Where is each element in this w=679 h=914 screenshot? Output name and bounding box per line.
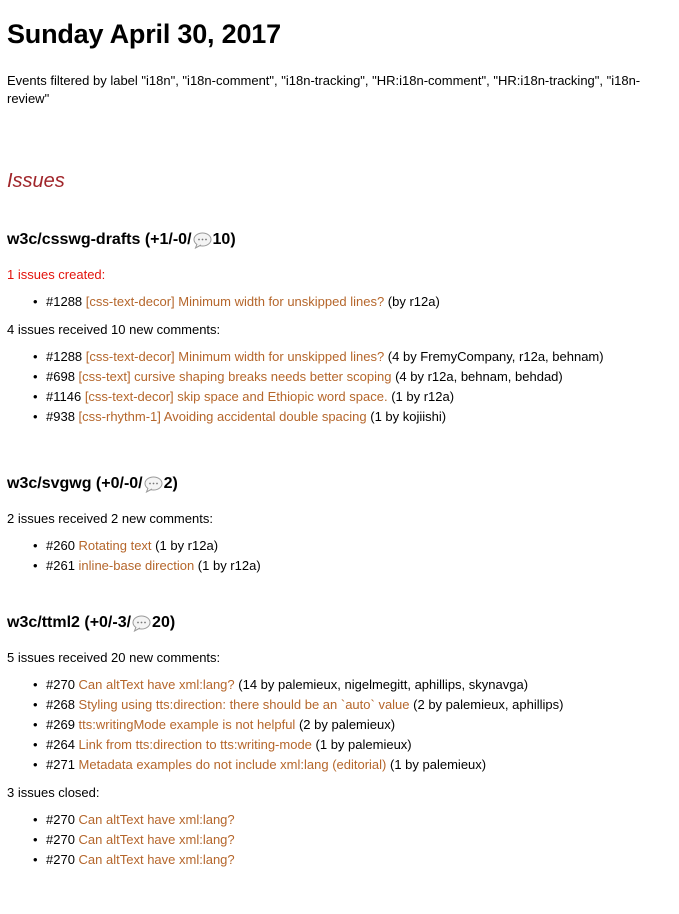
issue-number: #938	[46, 409, 75, 424]
issue-link[interactable]: inline-base direction	[78, 558, 195, 573]
comment-count: 2)	[163, 475, 178, 492]
list-item	[46, 830, 671, 850]
repo-ttml2	[7, 613, 671, 870]
issue-link[interactable]: [css-text] cursive shaping breaks needs better scoping	[78, 369, 392, 384]
issue-link[interactable]: Can altText have xml:lang?	[78, 677, 235, 692]
commented-issues-list	[7, 347, 671, 427]
issues-created-label: 1 issues created:	[7, 267, 106, 282]
issue-meta: (1 by r12a)	[155, 538, 219, 553]
issue-meta: (4 by FremyCompany, r12a, behnam)	[387, 349, 604, 364]
issue-meta: (4 by r12a, behnam, behdad)	[395, 369, 563, 384]
issue-meta: (1 by palemieux)	[315, 737, 412, 752]
commented-issues-list	[7, 536, 671, 576]
issue-link[interactable]: Link from tts:direction to tts:writing-mode	[78, 737, 312, 752]
issue-number: #260	[46, 538, 75, 553]
issue-number: #270	[46, 677, 75, 692]
issue-number: #270	[46, 832, 75, 847]
issue-number: #1288	[46, 294, 83, 309]
issue-number: #270	[46, 852, 75, 867]
issue-number: #268	[46, 697, 75, 712]
speech-bubble-icon	[193, 232, 212, 249]
comments-label: 4 issues received 10 new comments:	[7, 322, 221, 337]
issue-meta: (by r12a)	[387, 294, 440, 309]
list-item	[46, 347, 671, 367]
issue-meta: (14 by palemieux, nigelmegitt, aphillips, skynavga)	[238, 677, 529, 692]
speech-bubble-icon	[132, 615, 151, 632]
issue-meta: (1 by r12a)	[197, 558, 261, 573]
page-title: Sunday April 30, 2017	[7, 19, 281, 49]
list-item	[46, 755, 671, 775]
issue-number: #264	[46, 737, 75, 752]
issue-meta: (1 by kojiishi)	[370, 409, 447, 424]
list-item	[46, 735, 671, 755]
issue-meta: (1 by r12a)	[391, 389, 455, 404]
issue-number: #1288	[46, 349, 83, 364]
list-item	[46, 695, 671, 715]
issue-link[interactable]: Styling using tts:direction: there should be an `auto` value	[78, 697, 410, 712]
repo-svgwg	[7, 474, 671, 576]
issue-link[interactable]: Rotating text	[78, 538, 152, 553]
repo-heading	[7, 474, 671, 494]
comment-count: 20)	[152, 614, 176, 631]
issue-link[interactable]: [css-text-decor] Minimum width for unskipped lines?	[85, 294, 385, 309]
list-item	[46, 387, 671, 407]
comments-label: 2 issues received 2 new comments:	[7, 511, 213, 526]
list-item	[46, 556, 671, 576]
issue-link[interactable]: Can altText have xml:lang?	[78, 832, 235, 847]
issue-number: #269	[46, 717, 75, 732]
issue-link[interactable]: Can altText have xml:lang?	[78, 812, 235, 827]
issues-closed-label: 3 issues closed:	[7, 785, 100, 800]
issue-link[interactable]: [css-text-decor] skip space and Ethiopic word space.	[84, 389, 388, 404]
repo-name: w3c/ttml2 (+0/-3/	[7, 614, 132, 631]
list-item	[46, 675, 671, 695]
issue-number: #261	[46, 558, 75, 573]
comment-count: 10)	[212, 231, 236, 248]
comments-label: 5 issues received 20 new comments:	[7, 650, 221, 665]
repo-heading	[7, 613, 671, 633]
issue-meta: (2 by palemieux)	[298, 717, 396, 732]
filter-description: Events filtered by label "i18n", "i18n-comment", "i18n-tracking", "HR:i18n-comment", "HR:i18n-tracking", "i18n-review"	[7, 73, 641, 106]
list-item	[46, 292, 671, 312]
speech-bubble-icon	[144, 476, 163, 493]
issue-link[interactable]: [css-rhythm-1] Avoiding accidental double spacing	[78, 409, 367, 424]
list-item	[46, 367, 671, 387]
repo-csswg-drafts	[7, 230, 671, 427]
repo-heading	[7, 230, 671, 250]
list-item	[46, 715, 671, 735]
repo-name: w3c/svgwg (+0/-0/	[7, 475, 143, 492]
section-title-issues: Issues	[7, 170, 65, 192]
issue-link[interactable]: [css-text-decor] Minimum width for unskipped lines?	[85, 349, 385, 364]
list-item	[46, 810, 671, 830]
created-issues-list	[7, 292, 671, 312]
issue-meta: (1 by palemieux)	[390, 757, 487, 772]
commented-issues-list	[7, 675, 671, 775]
issue-link[interactable]: Can altText have xml:lang?	[78, 852, 235, 867]
issue-number: #1146	[46, 389, 82, 404]
issue-number: #270	[46, 812, 75, 827]
list-item	[46, 407, 671, 427]
list-item	[46, 850, 671, 870]
closed-issues-list	[7, 810, 671, 870]
repo-name: w3c/csswg-drafts (+1/-0/	[7, 231, 192, 248]
issue-number: #271	[46, 757, 75, 772]
issue-meta: (2 by palemieux, aphillips)	[413, 697, 564, 712]
issue-link[interactable]: Metadata examples do not include xml:lang (editorial)	[78, 757, 387, 772]
issue-link[interactable]: tts:writingMode example is not helpful	[78, 717, 296, 732]
list-item	[46, 536, 671, 556]
issue-number: #698	[46, 369, 75, 384]
